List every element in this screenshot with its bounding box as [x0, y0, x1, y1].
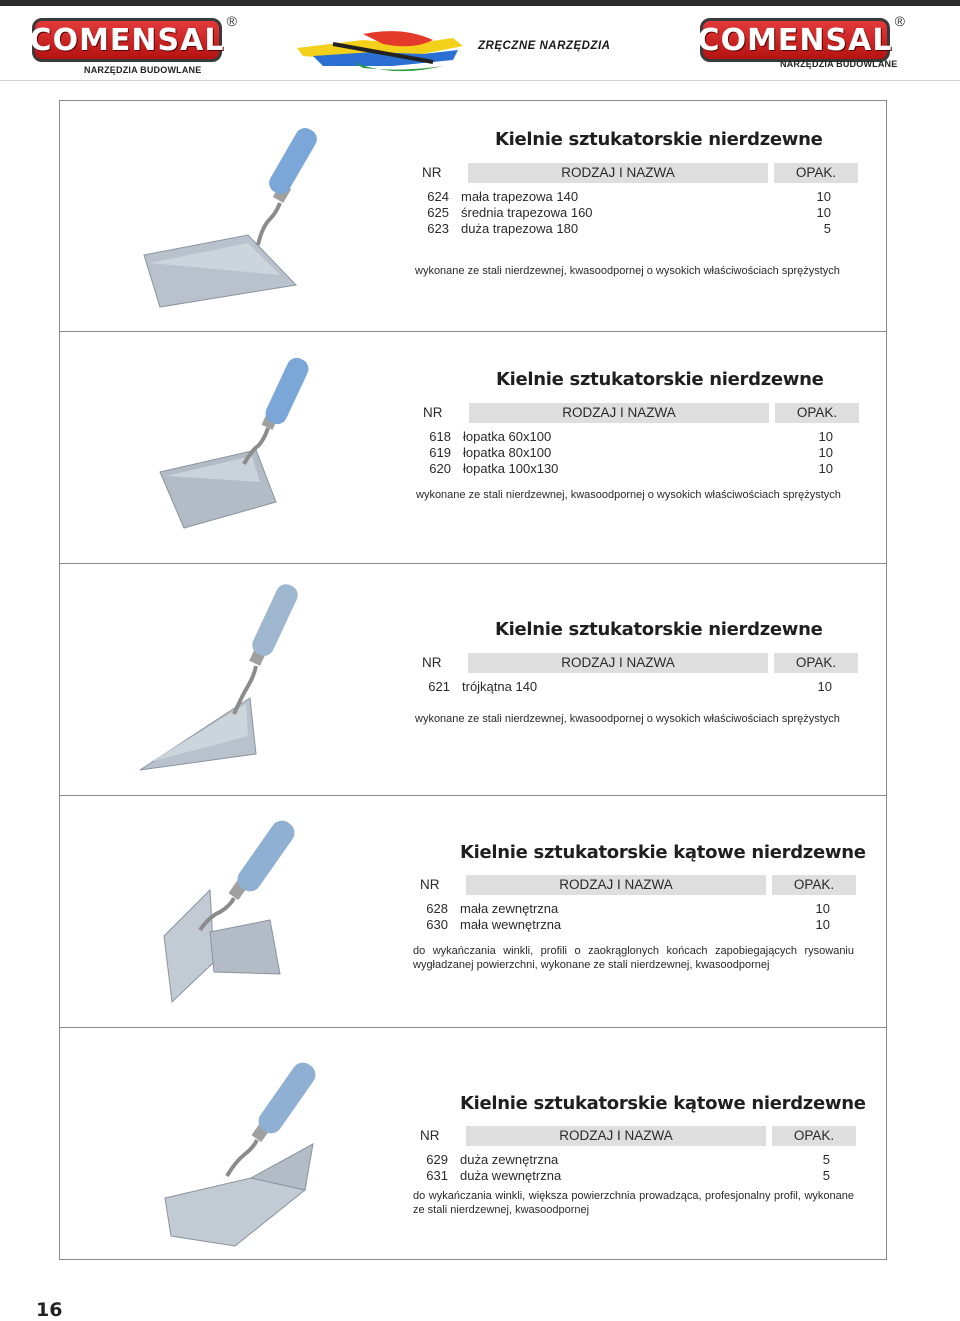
cell-opak: 10	[816, 205, 831, 220]
table-row	[405, 221, 845, 237]
cell-name: duża zewnętrzna	[460, 1152, 559, 1167]
cell-opak: 10	[818, 461, 833, 476]
product-section-4	[59, 795, 887, 1027]
small-corner-trowel-image	[150, 812, 350, 1012]
section-title: Kielnie sztukatorskie kątowe nierdzewne	[460, 842, 866, 863]
trapezoid-trowel-image	[130, 115, 360, 325]
cell-name: mała zewnętrzna	[460, 901, 559, 916]
product-note: wykonane ze stali nierdzewnej, kwasoodpornej o wysokich właściwościach sprężystych	[415, 713, 840, 725]
cell-nr: 623	[427, 221, 449, 236]
table-row	[404, 901, 844, 917]
product-note: do wykańczania winkli, profili o zaokrąglonych końcach zapobiegających rysowaniu wygładzanej powierzchni, wykonane ze stali nierdzewnej, kwasoodpornej	[413, 945, 854, 971]
cell-opak: 10	[818, 429, 833, 444]
column-header-name: RODZAJ I NAZWA	[468, 163, 768, 183]
tagline: ZRĘCZNE NARZĘDZIA	[478, 40, 611, 52]
column-header-nr: NR	[422, 165, 442, 180]
column-header-nr: NR	[423, 405, 443, 420]
section-title: Kielnie sztukatorskie kątowe nierdzewne	[460, 1093, 866, 1114]
table-row	[407, 429, 847, 445]
header-divider	[0, 80, 960, 81]
page-number: 16	[36, 1299, 63, 1321]
cell-name: średnia trapezowa 160	[461, 205, 593, 220]
product-section-3	[59, 563, 887, 795]
table-header	[414, 875, 858, 895]
table-row	[405, 189, 845, 205]
cell-name: łopatka 60x100	[463, 429, 552, 444]
cell-nr: 625	[427, 205, 449, 220]
large-corner-trowel-image	[155, 1058, 355, 1248]
column-header-opak: OPAK.	[772, 875, 856, 895]
column-header-opak: OPAK.	[775, 403, 859, 423]
column-header-name: RODZAJ I NAZWA	[466, 1126, 766, 1146]
registered-mark: ®	[894, 13, 905, 29]
product-note: do wykańczania winkli, większa powierzchnia prowadząca, profesjonalny profil, wykonane ze stali nierdzewnej, kwasoodpornej	[413, 1190, 854, 1216]
product-section-5	[59, 1027, 887, 1260]
triangular-trowel-image	[130, 576, 360, 781]
cell-opak: 10	[815, 917, 830, 932]
column-header-name: RODZAJ I NAZWA	[468, 653, 768, 673]
table-row	[404, 917, 844, 933]
column-header-nr: NR	[420, 1128, 440, 1143]
cell-name: mała wewnętrzna	[460, 917, 562, 932]
cell-nr: 620	[429, 461, 451, 476]
registered-mark: ®	[226, 13, 237, 29]
cell-nr: 630	[426, 917, 448, 932]
brand-subtitle-right: NARZĘDZIA BUDOWLANE	[780, 59, 898, 69]
cell-nr: 631	[426, 1168, 448, 1183]
table-row	[404, 1168, 844, 1184]
cell-opak: 10	[816, 189, 831, 204]
section-title: Kielnie sztukatorskie nierdzewne	[495, 619, 823, 640]
cell-name: mała trapezowa 140	[461, 189, 579, 204]
cell-opak: 5	[822, 1168, 830, 1183]
column-header-nr: NR	[420, 877, 440, 892]
cell-name: trójkątna 140	[462, 679, 538, 694]
product-section-1	[59, 100, 887, 331]
product-section-2	[59, 331, 887, 563]
column-header-name: RODZAJ I NAZWA	[466, 875, 766, 895]
cell-name: łopatka 80x100	[463, 445, 552, 460]
column-header-opak: OPAK.	[774, 653, 858, 673]
cell-nr: 629	[426, 1152, 448, 1167]
product-note: wykonane ze stali nierdzewnej, kwasoodpornej o wysokich właściwościach sprężystych	[415, 265, 840, 277]
brand-logo-text: COMENSAL	[29, 22, 225, 58]
table-row	[407, 461, 847, 477]
section-title: Kielnie sztukatorskie nierdzewne	[495, 129, 823, 150]
table-header	[417, 403, 861, 423]
table-row	[407, 445, 847, 461]
rectangular-trowel-image	[140, 352, 360, 552]
table-row	[406, 679, 846, 695]
table-header	[414, 1126, 858, 1146]
table-row	[405, 205, 845, 221]
cell-nr: 618	[429, 429, 451, 444]
column-header-opak: OPAK.	[774, 163, 858, 183]
cell-nr: 619	[429, 445, 451, 460]
table-row	[404, 1152, 844, 1168]
cell-opak: 5	[823, 221, 831, 236]
brand-subtitle-left: NARZĘDZIA BUDOWLANE	[84, 65, 202, 75]
brush-stroke-logo	[293, 26, 473, 78]
product-note: wykonane ze stali nierdzewnej, kwasoodpornej o wysokich właściwościach sprężystych	[416, 489, 841, 501]
table-header	[416, 653, 860, 673]
cell-nr: 628	[426, 901, 448, 916]
brand-logo-right	[697, 13, 905, 62]
cell-nr: 624	[427, 189, 449, 204]
cell-name: duża wewnętrzna	[460, 1168, 562, 1183]
cell-opak: 10	[817, 679, 832, 694]
cell-opak: 5	[822, 1152, 830, 1167]
cell-opak: 10	[815, 901, 830, 916]
column-header-name: RODZAJ I NAZWA	[469, 403, 769, 423]
table-header	[416, 163, 860, 183]
cell-name: duża trapezowa 180	[461, 221, 579, 236]
column-header-opak: OPAK.	[772, 1126, 856, 1146]
cell-name: łopatka 100x130	[463, 461, 559, 476]
page-header	[0, 6, 960, 86]
cell-nr: 621	[428, 679, 450, 694]
cell-opak: 10	[818, 445, 833, 460]
brand-logo-text: COMENSAL	[697, 22, 893, 58]
brand-logo-left	[29, 13, 237, 62]
section-title: Kielnie sztukatorskie nierdzewne	[496, 369, 824, 390]
column-header-nr: NR	[422, 655, 442, 670]
